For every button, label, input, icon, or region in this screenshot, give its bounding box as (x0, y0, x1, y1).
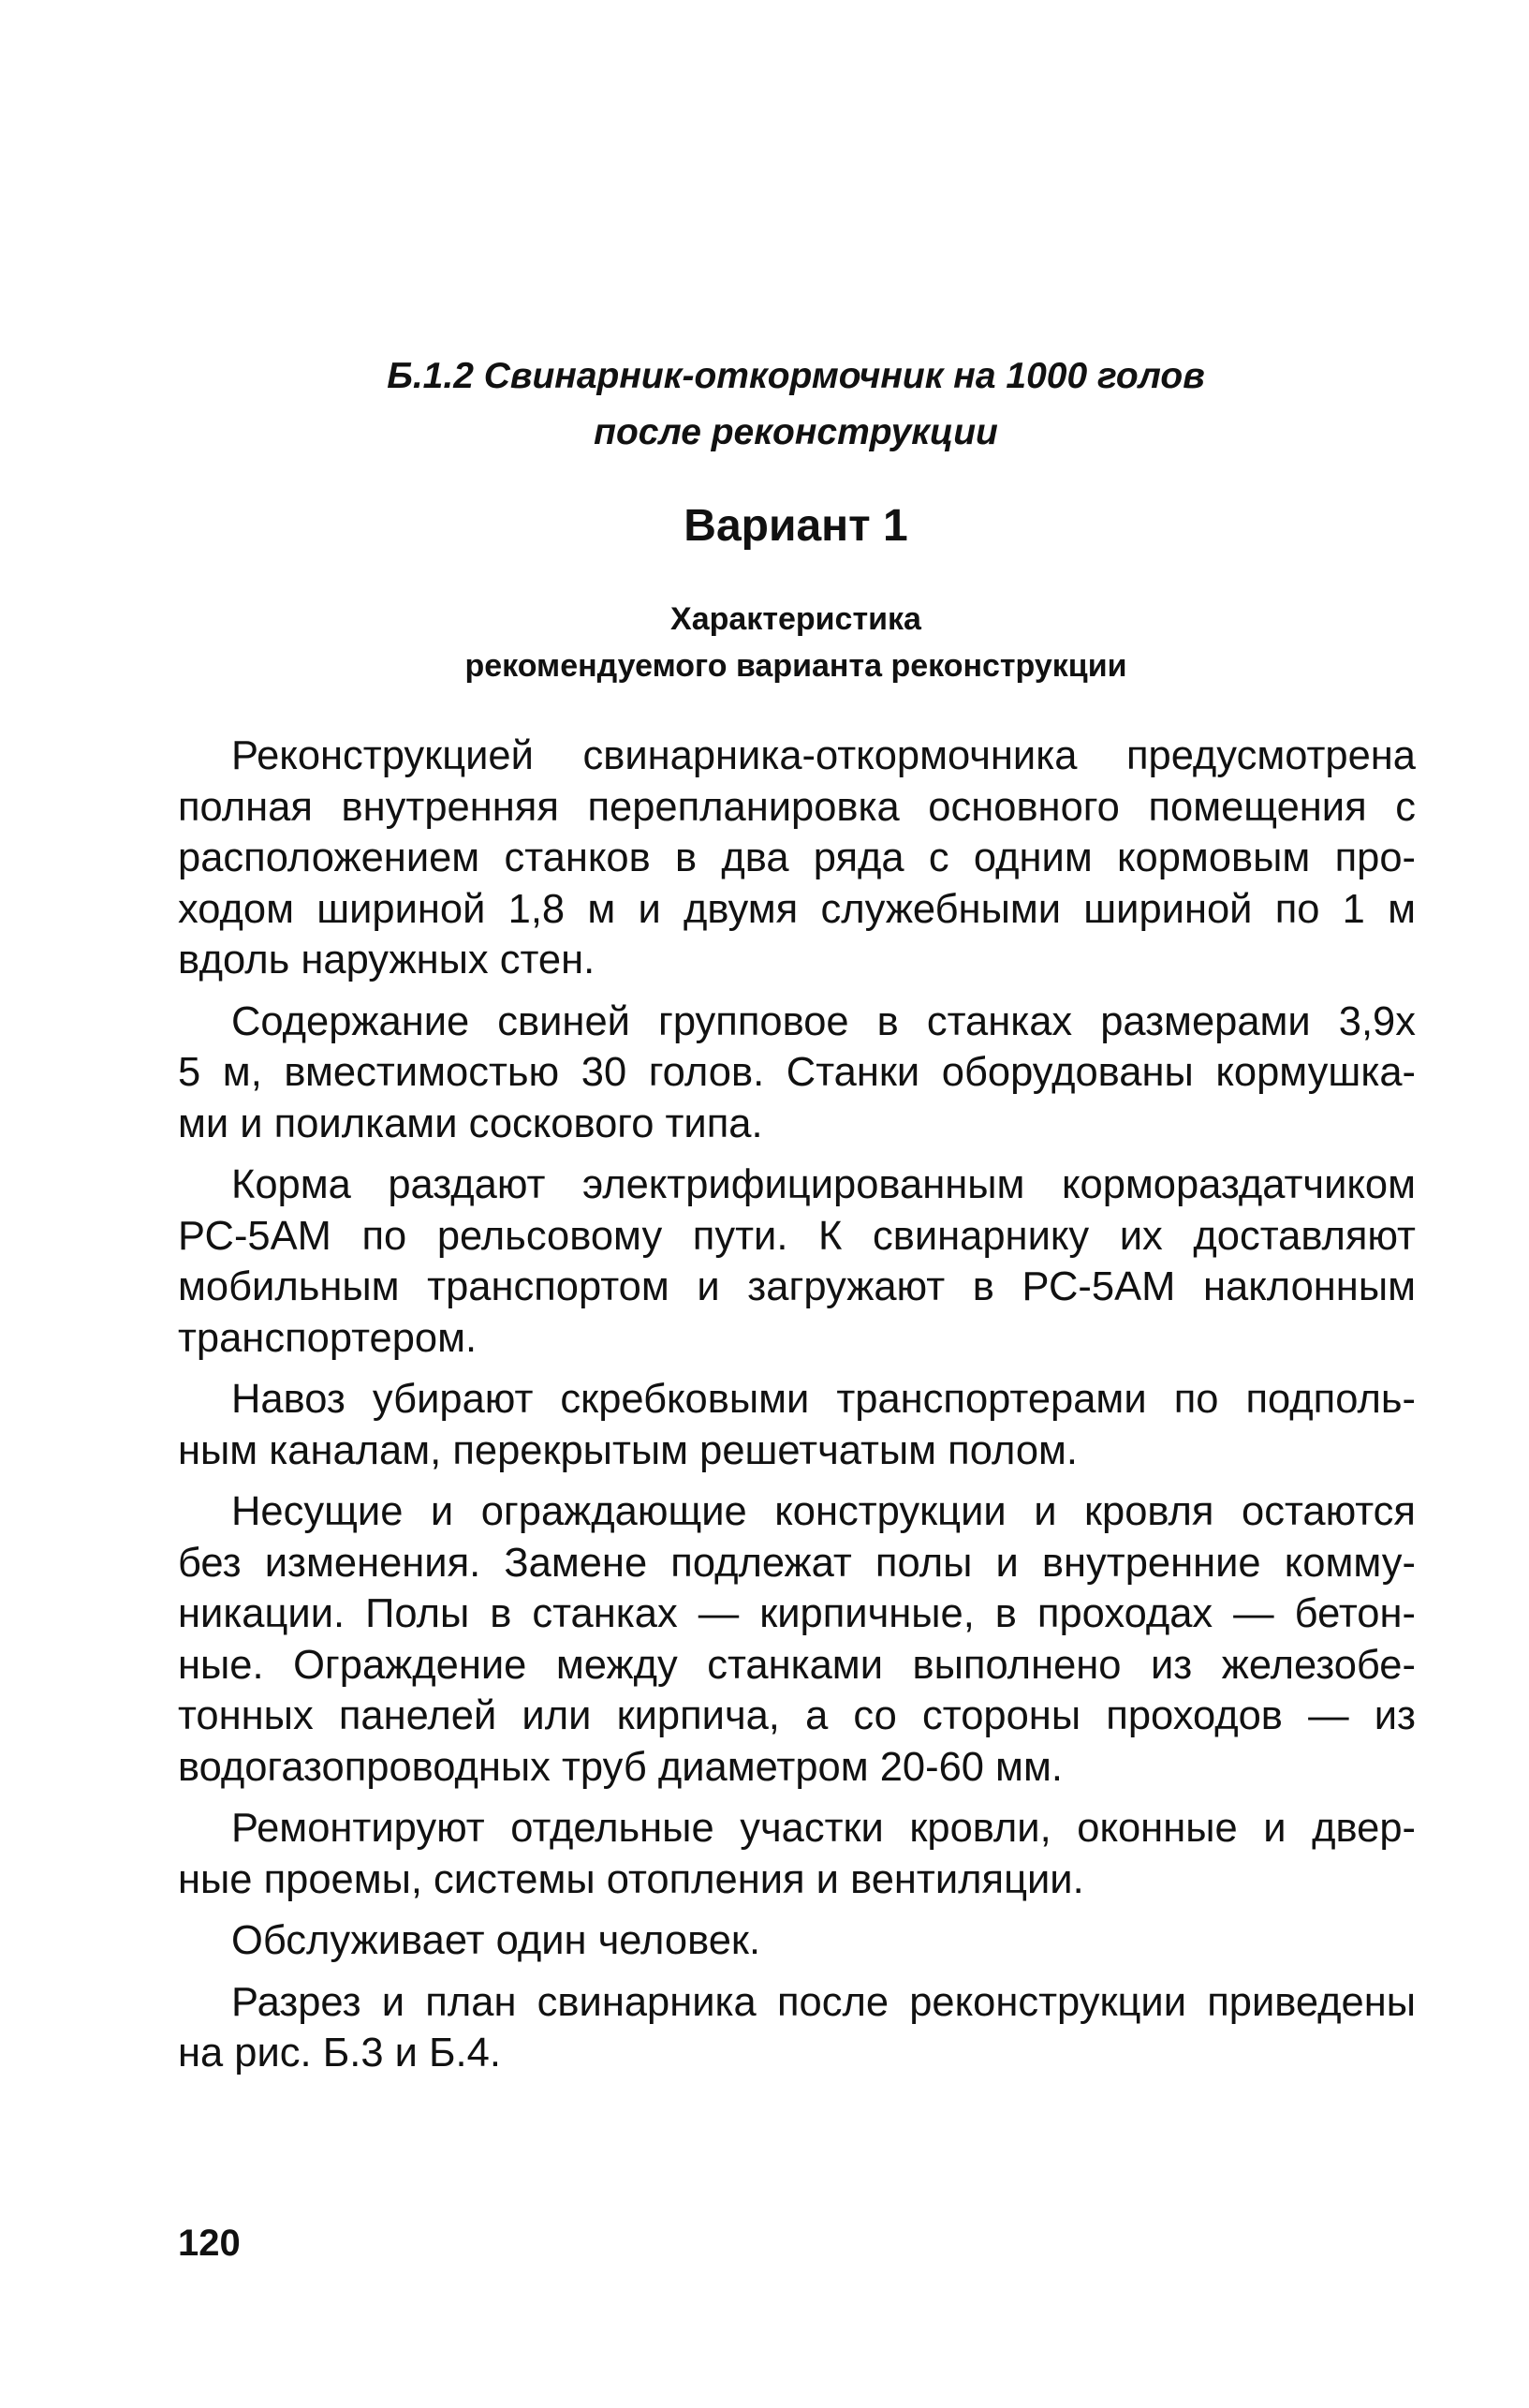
text-line: Несущие и ограждающие конструкции и кровля остаются (231, 1489, 1416, 1534)
body-text (178, 731, 1416, 2090)
paragraph (178, 1977, 1416, 2079)
page-number: 120 (178, 2223, 241, 2264)
text-line: вдоль наружных стен. (178, 938, 595, 982)
paragraph (178, 1803, 1416, 1905)
text-line: на рис. Б.3 и Б.4. (178, 2031, 501, 2076)
text-line: ные проемы, системы отопления и вентиляции. (178, 1856, 1084, 1902)
section-title-line-1: Б.1.2 Свинарник-откормочник на 1000 голов (387, 356, 1205, 396)
text-line: РС-5АМ по рельсовому пути. К свинарнику их доставляют (178, 1213, 1416, 1259)
text-line: Реконструкцией свинарника-откормочника предусмотрена (231, 733, 1416, 778)
paragraph (178, 997, 1416, 1150)
text-line: полная внутренняя перепланировка основного помещения с (178, 784, 1416, 830)
variant-heading: Вариант 1 (684, 501, 908, 551)
subtitle-line-1: Характеристика (670, 601, 921, 637)
paragraph (178, 1486, 1416, 1793)
text-line: транспортером. (178, 1315, 478, 1361)
paragraph (178, 1915, 1416, 1967)
paragraph (178, 1374, 1416, 1476)
text-line: ным каналам, перекрытым решетчатым полом. (178, 1427, 1079, 1473)
text-line: ми и поилками соскового типа. (178, 1101, 763, 1146)
text-line: 5 м, вместимостью 30 голов. Станки оборудованы кормушка- (178, 1050, 1416, 1095)
text-line: ные. Ограждение между станками выполнено из железобе- (178, 1642, 1416, 1688)
subtitle-line-2: рекомендуемого варианта реконструкции (464, 648, 1127, 684)
paragraph (178, 731, 1416, 986)
text-line: Ремонтируют отдельные участки кровли, оконные и двер- (231, 1806, 1416, 1851)
text-line: тонных панелей или кирпича, а со стороны проходов — из (178, 1693, 1416, 1738)
text-line: Содержание свиней групповое в станках размерами 3,9х (231, 998, 1416, 1044)
text-line: мобильным транспортом и загружают в РС-5АМ наклонным (178, 1264, 1416, 1309)
text-line: водогазопроводных труб диаметром 20-60 мм. (178, 1744, 1063, 1790)
text-line: без изменения. Замене подлежат полы и внутренние комму- (178, 1540, 1416, 1586)
paragraph (178, 1160, 1416, 1364)
text-line: Навоз убирают скребковыми транспортерами по подполь- (231, 1377, 1416, 1422)
text-line: Разрез и план свинарника после реконструкции приведены (231, 1979, 1416, 2025)
text-line: никации. Полы в станках — кирпичные, в проходах — бетон- (178, 1591, 1416, 1636)
section-title-line-2: после реконструкции (594, 412, 998, 452)
text-line: Корма раздают электрифицированным кормораздатчиком (231, 1162, 1416, 1207)
section-title (169, 348, 1423, 461)
text-line: ходом шириной 1,8 м и двумя служебными шириной по 1 м (178, 886, 1416, 932)
subtitle (169, 596, 1423, 689)
text-line: Обслуживает один человек. (231, 1918, 761, 1963)
text-line: расположением станков в два ряда с одним кормовым про- (178, 835, 1416, 880)
